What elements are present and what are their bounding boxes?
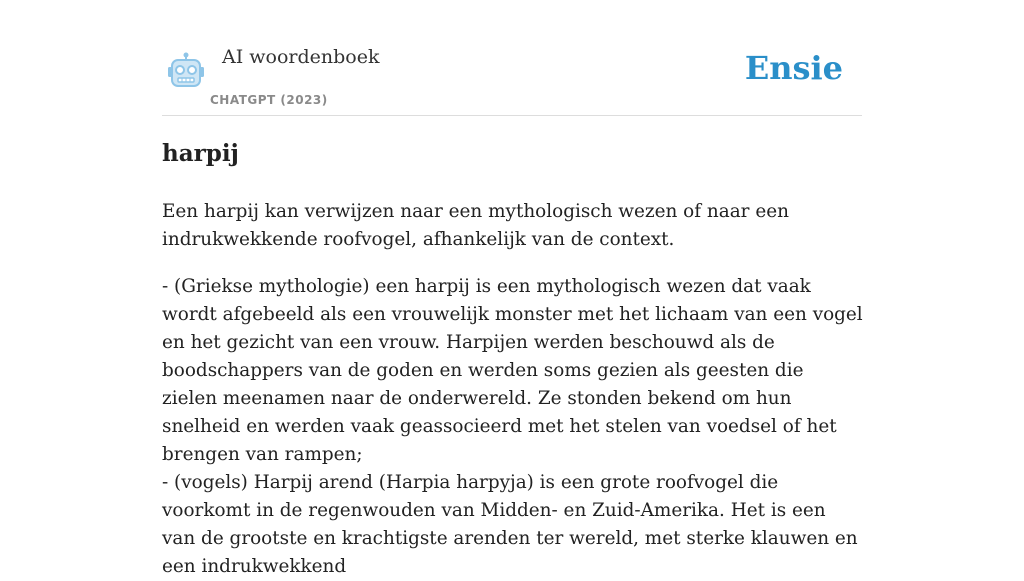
source-header xyxy=(162,36,862,116)
definition-mythology: - (Griekse mythologie) een harpij is een mythologisch wezen dat vaak wordt afgebeeld als een vrouwelijk monster met het lichaam van een vogel en het gezicht van een vrouw. Harpijen werden beschouwd als de boodschappers van de goden en werden soms gezien als geesten die zielen meenamen naar de onderwereld. Ze stonden bekend om hun snelheid en werden vaak geassocieerd met het stelen van voedsel of het brengen van rampen; xyxy=(162,276,863,465)
paragraph-gap xyxy=(162,254,864,273)
entry-content xyxy=(162,136,864,581)
source-title-link[interactable]: AI woordenboek xyxy=(222,46,380,68)
entry-intro: Een harpij kan verwijzen naar een mythologisch wezen of naar een indrukwekkende roofvogel, afhankelijk van de context. xyxy=(162,201,789,250)
ensie-logo-link[interactable]: Ensie xyxy=(744,49,843,87)
definition-birds: - (vogels) Harpij arend (Harpia harpyja) is een grote roofvogel die voorkomt in de regenwouden van Midden- en Zuid-Amerika. Het is een van de grootste en krachtigste arenden ter wereld, met sterke klauwen en een indrukwekkend xyxy=(162,472,858,577)
source-subtitle: CHATGPT (2023) xyxy=(210,93,328,107)
entry-term: harpij xyxy=(162,140,239,167)
robot-icon xyxy=(166,52,206,90)
